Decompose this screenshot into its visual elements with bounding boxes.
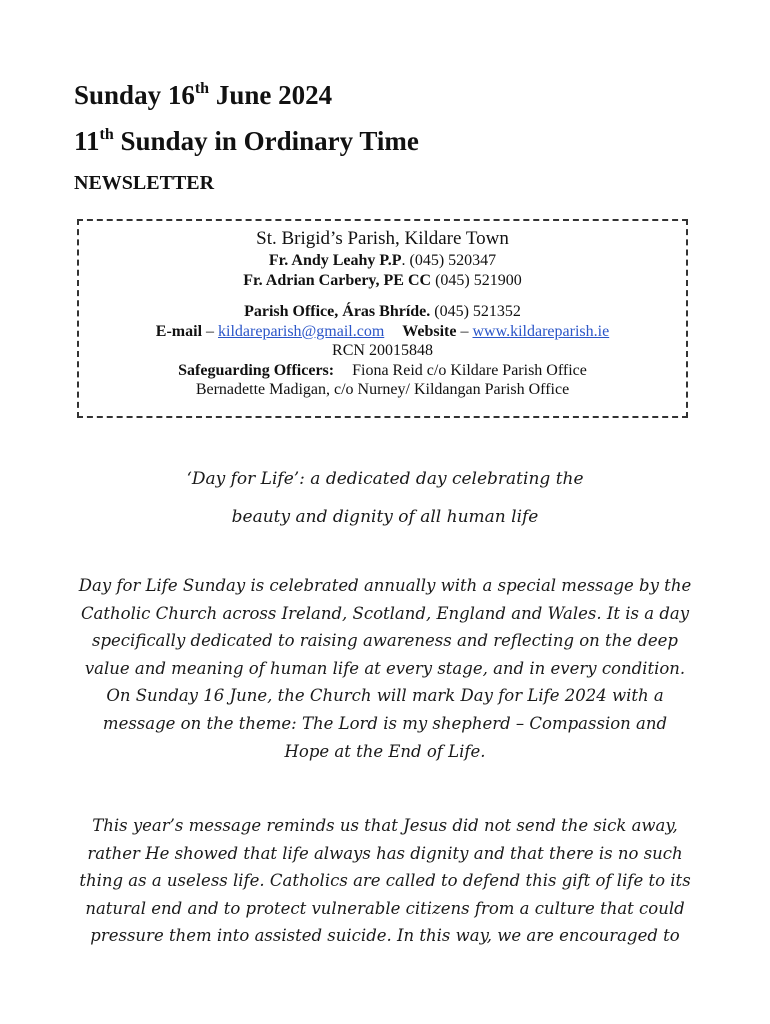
email-label: E-mail <box>155 322 203 340</box>
occasion-prefix: 11 <box>74 126 100 156</box>
priest1-phone: . (045) 520347 <box>401 252 497 269</box>
website-separator: – <box>456 322 473 340</box>
parish-office-line <box>79 302 686 322</box>
email-separator: – <box>202 322 219 340</box>
date-prefix: Sunday 16 <box>74 80 195 110</box>
priest1-name: Fr. Andy Leahy P.P <box>268 252 402 269</box>
article-paragraph-1 <box>60 572 710 765</box>
parish-name: St. Brigid’s Parish, Kildare Town <box>256 228 509 249</box>
priest1-line <box>79 251 686 271</box>
paragraph-line: This year’s message reminds us that Jesus did not send the sick away, <box>92 816 678 835</box>
box-spacer <box>79 290 686 302</box>
date-ordinal-suffix: th <box>194 80 210 97</box>
priest2-line <box>79 271 686 291</box>
priest2-name: Fr. Adrian Carbery, PE CC <box>243 271 432 289</box>
paragraph-line: On Sunday 16 June, the Church will mark Day for Life 2024 with a <box>106 686 664 706</box>
occasion-suffix: Sunday in Ordinary Time <box>113 126 419 156</box>
newsletter-date-heading <box>74 80 332 110</box>
newsletter-label: NEWSLETTER <box>74 172 215 194</box>
safeguarding-label: Safeguarding Officers: <box>178 361 335 379</box>
paragraph-line: Day for Life Sunday is celebrated annually with a special message by the <box>78 576 692 595</box>
intro-line: beauty and dignity of all human life <box>231 507 539 527</box>
paragraph-line: value and meaning of human life at every stage, and in every condition. <box>84 658 686 678</box>
intro-line: ‘Day for Life’: a dedicated day celebrating the <box>186 469 584 489</box>
paragraph-line: Catholic Church across Ireland, Scotland, England and Wales. It is a day <box>80 603 690 623</box>
occasion-ordinal-suffix: th <box>99 126 114 143</box>
safeguarding-officer-2: Bernadette Madigan, c/o Nurney/ Kildangan Parish Office <box>195 381 570 398</box>
paragraph-line: message on the theme: The Lord is my shepherd – Compassion and <box>102 713 668 733</box>
date-suffix: June 2024 <box>209 80 333 110</box>
article-intro <box>80 460 690 536</box>
parish-contact-box <box>77 219 688 418</box>
safeguarding-officer-1: Fiona Reid c/o Kildare Parish Office <box>352 361 587 379</box>
paragraph-line: natural end and to protect vulnerable citizens from a culture that could <box>85 898 685 918</box>
website-link[interactable]: www.kildareparish.ie <box>472 322 610 340</box>
article-paragraph-2 <box>60 812 710 950</box>
priest2-phone: (045) 521900 <box>431 271 522 289</box>
parish-office-label: Parish Office, Áras Bhríde. <box>244 303 431 320</box>
paragraph-line: specifically dedicated to raising awareness and reflecting on the deep <box>92 631 678 651</box>
rcn-number: RCN 20015848 <box>332 342 433 359</box>
parish-office-phone: (045) 521352 <box>430 303 521 320</box>
paragraph-line: thing as a useless life. Catholics are called to defend this gift of life to its <box>79 871 691 891</box>
paragraph-line: pressure them into assisted suicide. In this way, we are encouraged to <box>90 926 680 946</box>
paragraph-line: Hope at the End of Life. <box>284 741 486 761</box>
liturgical-occasion-heading <box>74 126 419 156</box>
email-website-line <box>79 322 686 342</box>
safeguarding-line <box>79 361 686 381</box>
paragraph-line: rather He showed that life always has dignity and that there is no such <box>87 843 683 863</box>
website-label: Website <box>402 322 457 340</box>
email-link[interactable]: kildareparish@gmail.com <box>218 322 385 340</box>
